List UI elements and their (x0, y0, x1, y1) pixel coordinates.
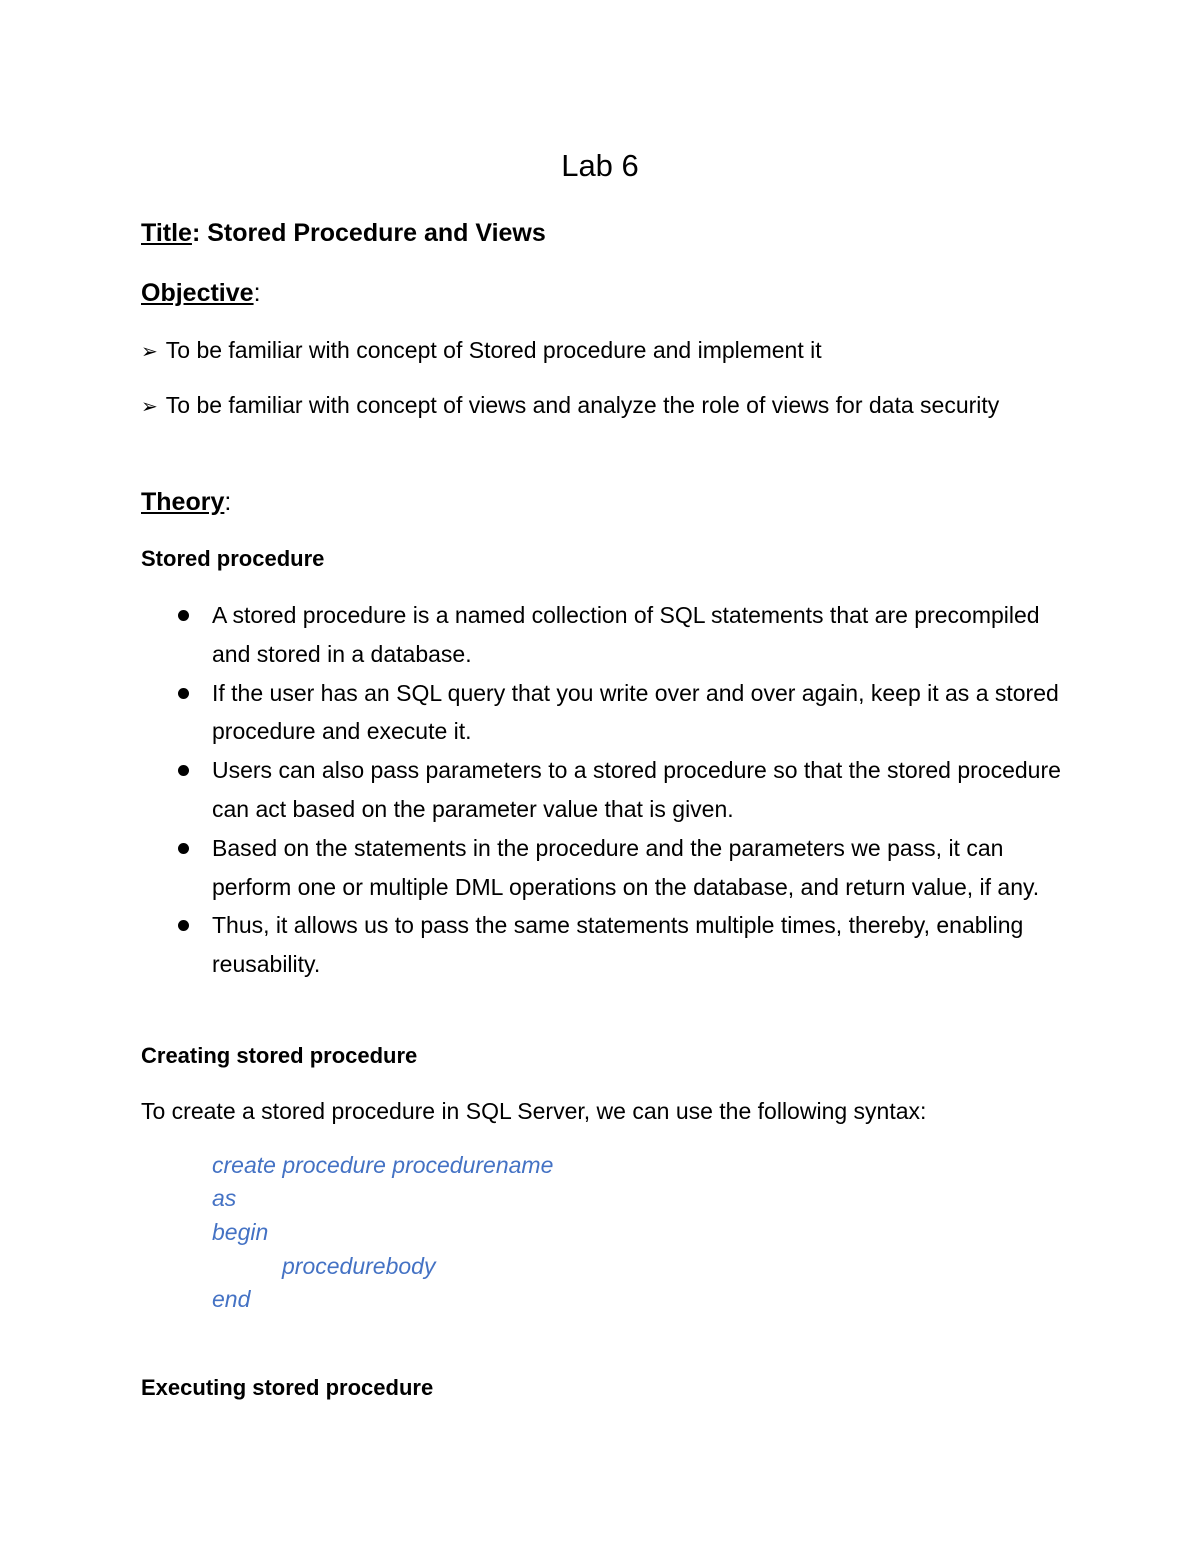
executing-heading: Executing stored procedure (141, 1375, 434, 1400)
list-item-text: A stored procedure is a named collection of SQL statements that are precompiled and stored in a database. (212, 602, 1040, 667)
bullet-dot-icon (178, 688, 189, 699)
list-item-text: Users can also pass parameters to a stored procedure so that the stored procedure can act based on the parameter value that is given. (212, 757, 1061, 822)
title-label: Title (141, 219, 192, 247)
arrow-bullet-icon: ➢ (141, 341, 158, 363)
objective-label: Objective (141, 279, 254, 307)
list-item-text: Thus, it allows us to pass the same statements multiple times, thereby, enabling reusability. (212, 912, 1024, 978)
list-item-text: If the user has an SQL query that you write over and over again, keep it as a stored procedure and execute it. (212, 679, 1059, 745)
arrow-bullet-icon: ➢ (141, 396, 158, 418)
theory-label: Theory (141, 488, 225, 516)
list-item (141, 829, 1081, 907)
objective-separator: : (253, 279, 261, 307)
stored-procedure-heading: Stored procedure (141, 546, 325, 571)
stored-procedure-bullet-list (141, 596, 1081, 984)
document-title: Lab 6 (561, 148, 639, 183)
title-separator: : (191, 219, 201, 247)
objective-heading (141, 276, 261, 310)
theory-separator: : (224, 488, 232, 516)
list-item (141, 596, 1081, 674)
bullet-dot-icon (178, 920, 189, 931)
bullet-dot-icon (178, 610, 189, 621)
title-value: Stored Procedure and Views (200, 219, 546, 247)
creating-intro: To create a stored procedure in SQL Server, we can use the following syntax: (141, 1098, 927, 1124)
title-field (141, 216, 546, 250)
list-item (141, 674, 1081, 752)
list-item (141, 751, 1081, 829)
objective-item-text: To be familiar with concept of views and analyze the role of views for data security (165, 392, 1000, 418)
code-line: procedurebody (282, 1253, 436, 1279)
list-item (141, 906, 1081, 984)
theory-heading (141, 485, 231, 519)
code-line: as (212, 1185, 237, 1211)
creating-heading: Creating stored procedure (141, 1043, 418, 1068)
code-line: begin (212, 1219, 269, 1245)
objective-item (141, 331, 1041, 372)
code-line: end (212, 1286, 251, 1312)
list-item-text: Based on the statements in the procedure and the parameters we pass, it can perform one or multiple DML operations on the database, and return value, if any. (212, 834, 1040, 900)
bullet-dot-icon (178, 765, 189, 776)
objective-item-text: To be familiar with concept of Stored procedure and implement it (165, 337, 822, 363)
code-line: create procedure procedurename (212, 1152, 554, 1178)
objective-item (141, 386, 1041, 427)
bullet-dot-icon (178, 843, 189, 854)
